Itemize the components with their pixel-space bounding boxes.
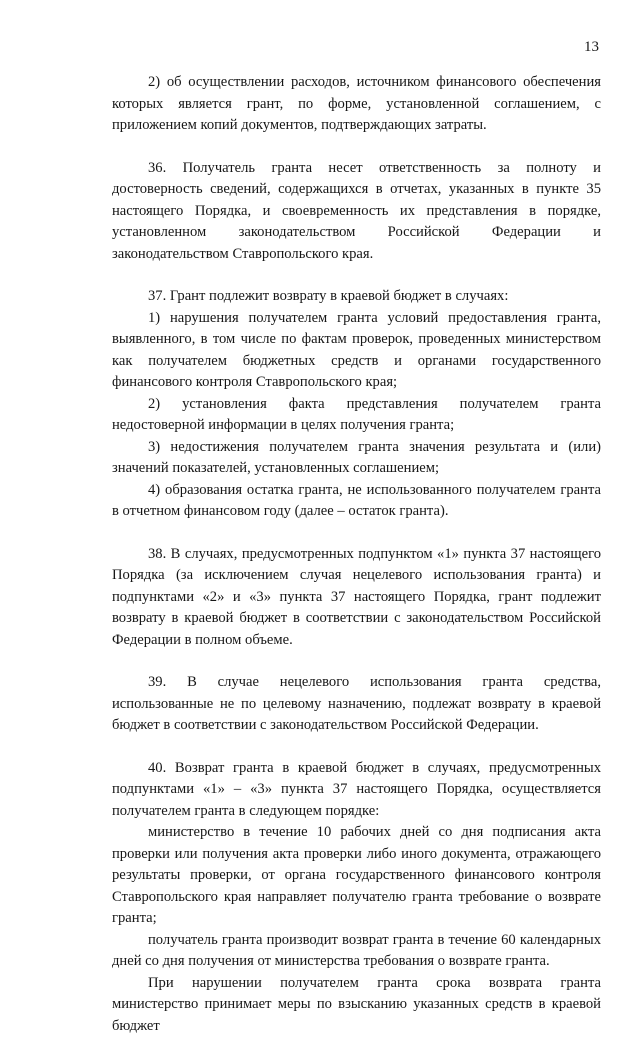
paragraph-37-item-2: 2) установления факта представления получателем гранта недостоверной информации в целях получения гранта; [112,394,601,437]
paragraph-37-item-1: 1) нарушения получателем гранта условий предоставления гранта, выявленного, в том числе по фактам проверок, проведенных министерством как получателем бюджетных средств и органами государственного финансового контроля Ставропольского края; [112,308,601,394]
paragraph-35-item-2: 2) об осуществлении расходов, источником финансового обеспечения которых является грант, по форме, установленной соглашением, с приложением копий документов, подтверждающих затраты. [112,72,601,137]
paragraph-37-item-4: 4) образования остатка гранта, не использованного получателем гранта в отчетном финансовом году (далее – остаток гранта). [112,480,601,523]
paragraph-38: 38. В случаях, предусмотренных подпунктом «1» пункта 37 настоящего Порядка (за исключением случая нецелевого использования гранта) и подпунктами «2» и «3» пункта 37 настоящего Порядка, грант подлежит возврату в краевой бюджет в соответствии с законодательством Российской Федерации в полном объеме. [112,544,601,652]
page-number: 13 [584,38,599,56]
paragraph-40-violation: При нарушении получателем гранта срока возврата гранта министерство принимает меры по взысканию указанных средств в краевой бюджет [112,973,601,1037]
paragraph-39: 39. В случае нецелевого использования гранта средства, использованные не по целевому назначению, подлежат возврату в краевой бюджет в соответствии с законодательством Российской Федерации. [112,672,601,737]
paragraph-40-ministry-step: министерство в течение 10 рабочих дней со дня подписания акта проверки или получения акта проверки либо иного документа, отражающего результаты проверки, от органа государственного финансового контроля Ставропольского края направляет получателю гранта требование о возврате гранта; [112,822,601,930]
paragraph-37-item-3: 3) недостижения получателем гранта значения результата и (или) значений показателей, установленных соглашением; [112,437,601,480]
paragraph-36: 36. Получатель гранта несет ответственность за полноту и достоверность сведений, содержащихся в отчетах, указанных в пункте 35 настоящего Порядка, и своевременность их представления в порядке, установленном законодательством Российской Федерации и законодательством Ставропольского края. [112,158,601,266]
paragraph-37: 37. Грант подлежит возврату в краевой бюджет в случаях: [112,286,601,308]
document-body [112,72,601,1037]
paragraph-40-recipient-step: получатель гранта производит возврат гранта в течение 60 календарных дней со дня получения от министерства требования о возврате гранта. [112,930,601,973]
paragraph-40: 40. Возврат гранта в краевой бюджет в случаях, предусмотренных подпунктами «1» – «3» пункта 37 настоящего Порядка, осуществляется получателем гранта в следующем порядке: [112,758,601,823]
